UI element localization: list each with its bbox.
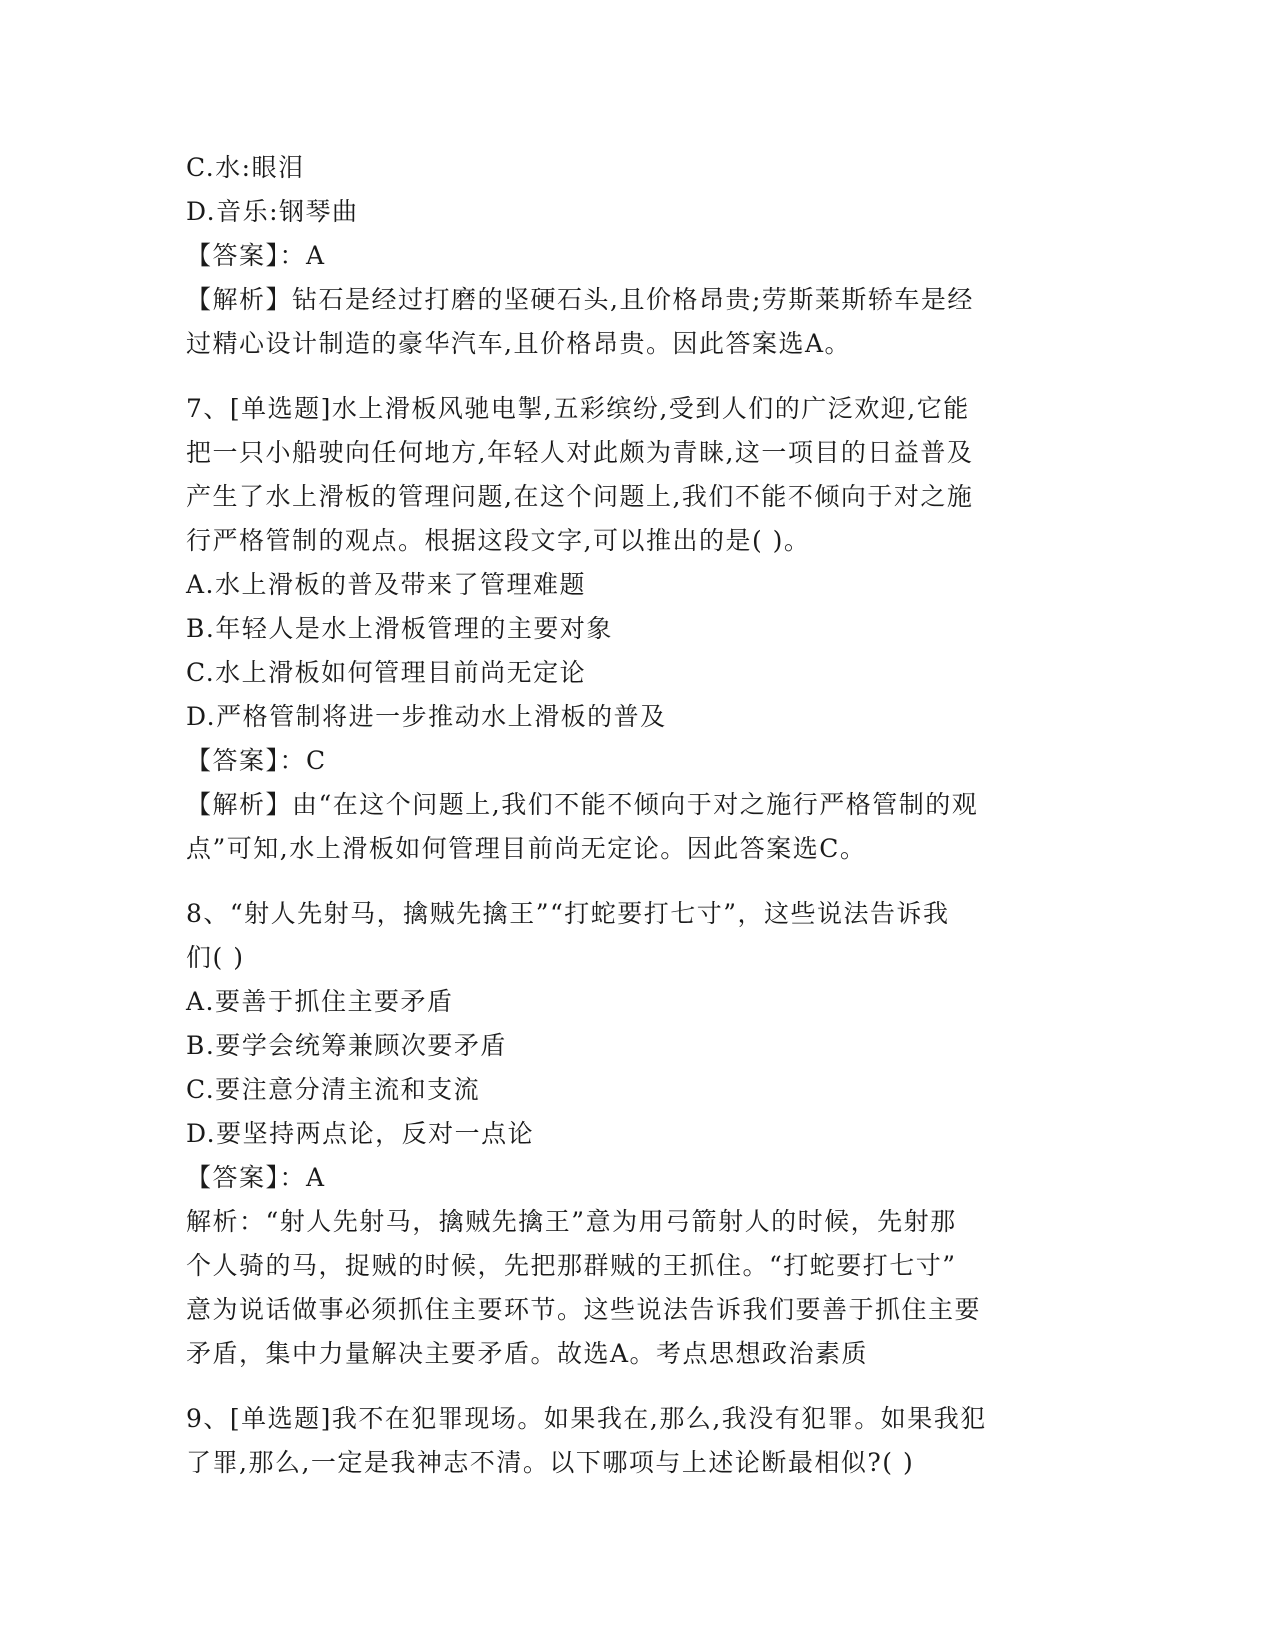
question-stem-line: 了罪,那么,一定是我神志不清。以下哪项与上述论断最相似?( ) — [186, 1448, 915, 1477]
previous-question-tail — [186, 146, 1086, 366]
spacer — [186, 871, 1086, 892]
option-b: B.要学会统筹兼顾次要矛盾 — [186, 1031, 507, 1060]
question-stem-line: 9、[单选题]我不在犯罪现场。如果我在,那么,我没有犯罪。如果我犯 — [186, 1404, 987, 1433]
option-c: C.水:眼泪 — [186, 153, 305, 182]
answer: 【答案】：C — [186, 746, 327, 775]
explanation-line: 意为说话做事必须抓住主要环节。这些说法告诉我们要善于抓住主要 — [186, 1295, 982, 1324]
spacer — [186, 366, 1086, 387]
explanation-line: 解析：“射人先射马，擒贼先擒王”意为用弓箭射人的时候，先射那 — [186, 1207, 957, 1236]
question-8 — [186, 892, 1086, 1376]
explanation-line: 个人骑的马，捉贼的时候，先把那群贼的王抓住。“打蛇要打七寸” — [186, 1251, 957, 1280]
option-d: D.严格管制将进一步推动水上滑板的普及 — [186, 702, 667, 731]
question-stem-line: 们( ) — [186, 943, 245, 972]
question-stem-line: 产生了水上滑板的管理问题,在这个问题上,我们不能不倾向于对之施 — [186, 482, 974, 511]
answer: 【答案】：A — [186, 1163, 326, 1192]
question-9 — [186, 1397, 1086, 1485]
explanation-line: 【解析】由“在这个问题上,我们不能不倾向于对之施行严格管制的观 — [186, 790, 979, 819]
spacer — [186, 1376, 1086, 1397]
option-b: B.年轻人是水上滑板管理的主要对象 — [186, 614, 613, 643]
question-7 — [186, 387, 1086, 871]
option-c: C.要注意分清主流和支流 — [186, 1075, 481, 1104]
question-stem-line: 行严格管制的观点。根据这段文字,可以推出的是( )。 — [186, 526, 811, 555]
question-stem-line: 8、“射人先射马，擒贼先擒王”“打蛇要打七寸”，这些说法告诉我 — [186, 899, 950, 928]
question-stem-line: 把一只小船驶向任何地方,年轻人对此颇为青睐,这一项目的日益普及 — [186, 438, 974, 467]
option-d: D.要坚持两点论，反对一点论 — [186, 1119, 535, 1148]
explanation-line: 过精心设计制造的豪华汽车,且价格昂贵。因此答案选A。 — [186, 329, 852, 358]
option-c: C.水上滑板如何管理目前尚无定论 — [186, 658, 587, 687]
answer: 【答案】：A — [186, 241, 326, 270]
option-a: A.水上滑板的普及带来了管理难题 — [186, 570, 587, 599]
question-stem-line: 7、[单选题]水上滑板风驰电掣,五彩缤纷,受到人们的广泛欢迎,它能 — [186, 394, 970, 423]
explanation-line: 点”可知,水上滑板如何管理目前尚无定论。因此答案选C。 — [186, 834, 867, 863]
document-page — [186, 146, 1086, 1485]
option-d: D.音乐:钢琴曲 — [186, 197, 359, 226]
explanation-line: 【解析】钻石是经过打磨的坚硬石头,且价格昂贵;劳斯莱斯轿车是经 — [186, 285, 974, 314]
explanation-line: 矛盾，集中力量解决主要矛盾。故选A。考点思想政治素质 — [186, 1339, 869, 1368]
option-a: A.要善于抓住主要矛盾 — [186, 987, 454, 1016]
